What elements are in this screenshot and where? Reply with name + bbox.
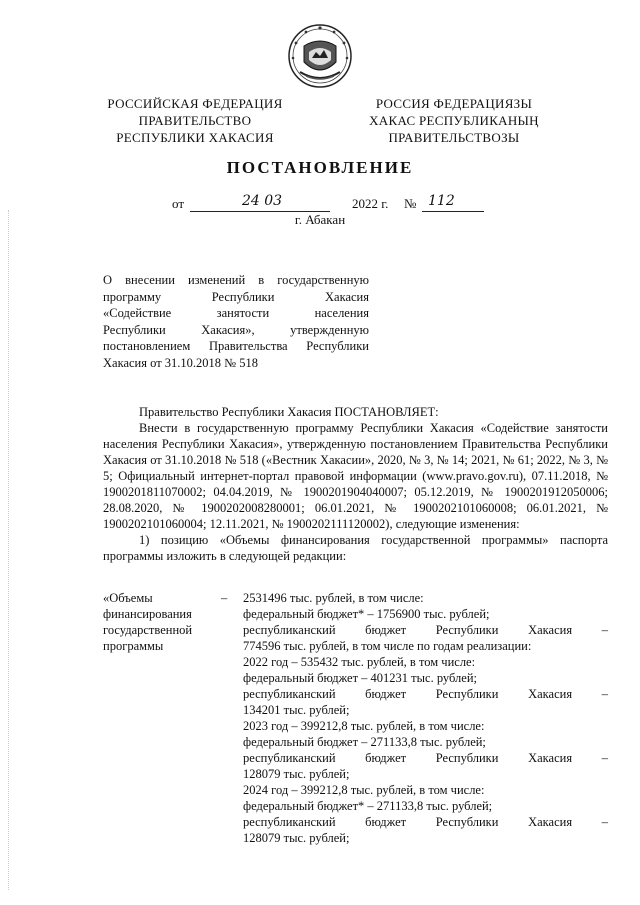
subject-line: Хакасия от 31.10.2018 № 518 [103,355,258,370]
value-line: федеральный бюджет* – 271133,8 тыс. рублей; [243,799,493,813]
handwritten-number: 112 [428,193,455,209]
header-left-block [100,95,290,146]
body-text [103,404,608,564]
subject-line: О внесении изменений в государственную [103,273,369,287]
from-label: от [172,196,185,211]
item-1-paragraph: 1) позицию «Объемы финансирования государственной программы» паспорта программы изложить в следующей редакции: [103,533,608,563]
subject-line: программу Республики Хакасия [103,289,369,304]
label-line: программы [103,639,164,653]
funding-label [103,590,223,654]
header-left-line: РЕСПУБЛИКИ ХАКАСИЯ [116,130,274,145]
city-label: г. Абакан [294,212,346,227]
value-line: федеральный бюджет – 401231 тыс. рублей; [243,671,477,685]
resolution-paragraph: Правительство Республики Хакасия ПОСТАНОВЛЯЕТ: [139,405,439,419]
value-line: республиканский бюджет Республики Хакасия – [243,687,608,701]
value-line: федеральный бюджет* – 1756900 тыс. рублей; [243,607,490,621]
value-line: 128079 тыс. рублей; [243,767,350,781]
header-right-block [352,95,556,146]
number-label: № [404,196,417,211]
label-line: «Объемы [103,591,153,605]
value-line: республиканский бюджет Республики Хакасия – [243,751,608,765]
subject-block [103,272,369,371]
subject-line: «Содействие занятости населения [103,306,369,320]
amendment-paragraph: Внести в государственную программу Республики Хакасия «Содействие занятости населения Республики Хакасия», утвержденную постановлением Правительства Республики Хакасия от 31.10.2018 № 518 («Вестник Хакасии», 2020, № 3, № 14; 2021, № 61; 2022, № 3, № 5; Официальный интернет-портал правовой информации (www.pravo.gov.ru), 07.11.2018, № 1900201811070002; 04.04.2019, № 1900201904040007; 05.12.2019, № 1900201912050006; 28.08.2020, № 1900202008280001; 06.01.2021, № 1900202101060008; 06.01.2021, № 1900202101060004; 12.11.2021, № 1900202111120002), следующие изменения: [103,421,608,531]
header-right-line: ХАКАС РЕСПУБЛИКАНЫҢ [369,113,539,128]
header-left-line: РОССИЙСКАЯ ФЕДЕРАЦИЯ [107,96,283,111]
value-line: федеральный бюджет – 271133,8 тыс. рублей; [243,735,486,749]
value-line: республиканский бюджет Республики Хакасия – [243,815,608,829]
header-right-line: РОССИЯ ФЕДЕРАЦИЯЗЫ [375,96,533,111]
header-left-line: ПРАВИТЕЛЬСТВО [138,113,252,128]
label-dash: – [221,591,228,605]
subject-line: постановлением Правительства Республики [103,339,369,353]
value-line: республиканский бюджет Республики Хакасия – [243,623,608,637]
label-line: государственной [103,623,193,637]
value-line: 134201 тыс. рублей; [243,703,350,717]
label-line: финансирования [103,607,192,621]
year-label: 2022 г. [352,196,389,211]
scan-edge-marks [8,210,11,890]
value-line: 2023 год – 399212,8 тыс. рублей, в том числе: [243,719,485,733]
coat-of-arms-emblem [286,22,354,90]
funding-values [243,590,608,846]
handwritten-date: 24 03 [242,193,283,209]
value-line: 2022 год – 535432 тыс. рублей, в том числе: [243,655,476,669]
value-line: 2024 год – 399212,8 тыс. рублей, в том числе: [243,783,485,797]
value-line: 128079 тыс. рублей; [243,831,350,845]
header-right-line: ПРАВИТЕЛЬСТВОЗЫ [388,130,520,145]
value-line: 774596 тыс. рублей, в том числе по годам реализации: [243,639,532,653]
value-line: 2531496 тыс. рублей, в том числе: [243,591,424,605]
document-title: ПОСТАНОВЛЕНИЕ [226,158,414,177]
subject-line: Республики Хакасия», утвержденную [103,322,369,337]
